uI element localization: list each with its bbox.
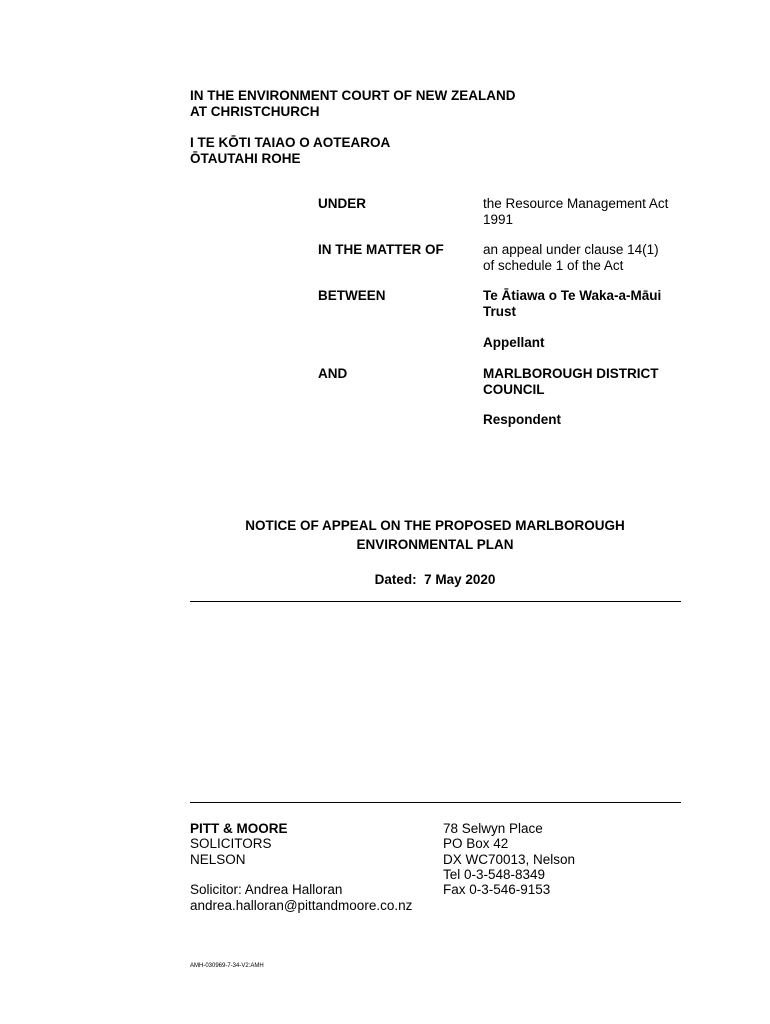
between-label: BETWEEN (318, 288, 386, 303)
court-registry-maori: ŌTAUTAHI ROHE (190, 151, 301, 166)
appellant-name-line-2: Trust (483, 304, 517, 319)
matter-label: IN THE MATTER OF (318, 242, 444, 257)
respondent-name-line-2: COUNCIL (483, 382, 545, 397)
under-value-line-1: the Resource Management Act (483, 196, 669, 211)
solicitor-email: andrea.halloran@pittandmoore.co.nz (190, 898, 413, 913)
fax-number: Fax 0-3-546-9153 (443, 882, 551, 897)
under-value (483, 196, 693, 228)
dated-line: Dated: 7 May 2020 (374, 572, 496, 587)
top-divider (190, 601, 681, 602)
matter-value (483, 242, 693, 274)
appellant-name (483, 288, 693, 320)
solicitor-name: Solicitor: Andrea Halloran (190, 882, 343, 897)
notice-title-line-1: NOTICE OF APPEAL ON THE PROPOSED MARLBOROUGH (245, 518, 625, 533)
appellant-name-line-1: Te Ātiawa o Te Waka-a-Māui (483, 288, 662, 303)
court-name-maori: I TE KŌTI TAIAO O AOTEAROA (190, 135, 391, 150)
firm-type: SOLICITORS (190, 836, 272, 851)
address-po-box: PO Box 42 (443, 836, 509, 851)
respondent-role: Respondent (483, 412, 562, 427)
firm-city: NELSON (190, 852, 246, 867)
address-street: 78 Selwyn Place (443, 821, 543, 836)
matter-value-line-2: of schedule 1 of the Act (483, 258, 624, 273)
respondent-name-line-1: MARLBOROUGH DISTRICT (483, 366, 659, 381)
and-label: AND (318, 366, 348, 381)
under-label: UNDER (318, 196, 367, 211)
document-reference: AMH-030969-7-34-V2:AMH (190, 963, 264, 969)
court-name: IN THE ENVIRONMENT COURT OF NEW ZEALAND (190, 88, 516, 103)
notice-title-line-2: ENVIRONMENTAL PLAN (356, 537, 514, 552)
matter-value-line-1: an appeal under clause 14(1) (483, 242, 659, 257)
bottom-divider (190, 802, 681, 803)
court-registry: AT CHRISTCHURCH (190, 104, 320, 119)
address-dx: DX WC70013, Nelson (443, 852, 576, 867)
phone-number: Tel 0-3-548-8349 (443, 867, 546, 882)
respondent-name (483, 366, 693, 398)
under-value-line-2: 1991 (483, 212, 514, 227)
appellant-role: Appellant (483, 335, 545, 350)
firm-name: PITT & MOORE (190, 821, 288, 836)
